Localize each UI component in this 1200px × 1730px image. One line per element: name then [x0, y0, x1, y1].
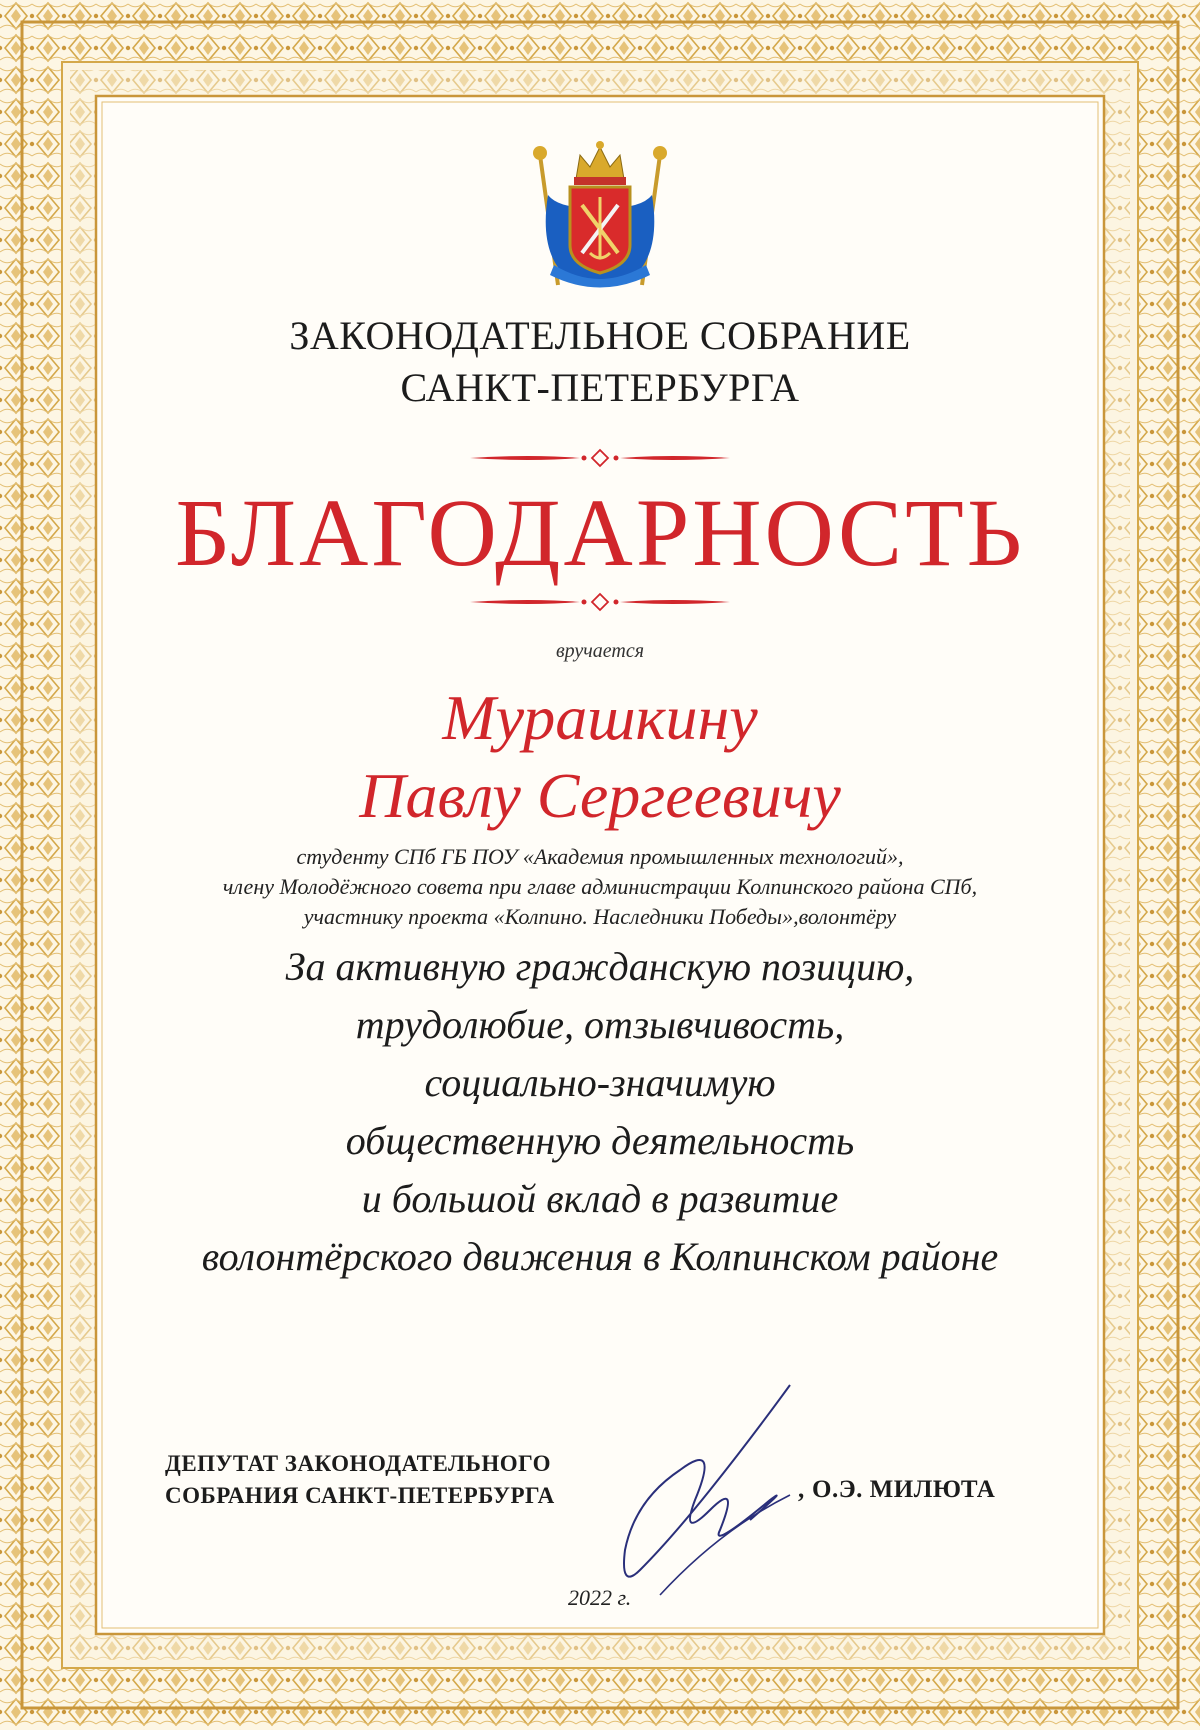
organization-name — [0, 310, 1200, 414]
signatory-name: О.Э. МИЛЮТА — [812, 1476, 996, 1503]
ornament-divider-icon — [470, 448, 730, 468]
ornament-divider-icon — [470, 592, 730, 612]
reason-line: общественную деятельность — [345, 1118, 855, 1163]
description-line: участнику проекта «Колпино. Наследники Победы»,волонтёру — [303, 904, 897, 929]
organization-line-2: САНКТ-ПЕТЕРБУРГА — [400, 365, 800, 410]
handwritten-signature — [600, 1380, 830, 1610]
signatory-title — [165, 1448, 555, 1512]
signatory-title-line-2: СОБРАНИЯ САНКТ-ПЕТЕРБУРГА — [165, 1483, 555, 1508]
coat-of-arms-icon — [520, 135, 680, 295]
description-line: члену Молодёжного совета при главе администрации Колпинского района СПб, — [222, 874, 978, 899]
reason-line: трудолюбие, отзывчивость, — [355, 1002, 845, 1047]
reason-line: и большой вклад в развитие — [361, 1176, 839, 1221]
reason-line: волонтёрского движения в Колпинском районе — [201, 1234, 999, 1279]
signatory-title-line-1: ДЕПУТАТ ЗАКОНОДАТЕЛЬНОГО — [165, 1451, 552, 1476]
reason-line: социально-значимую — [424, 1060, 776, 1105]
organization-line-1: ЗАКОНОДАТЕЛЬНОЕ СОБРАНИЕ — [289, 313, 911, 358]
issue-year: 2022 г. — [568, 1585, 632, 1610]
recipient-description — [0, 842, 1200, 932]
award-reason — [0, 938, 1200, 1286]
recipient-given-names: Павлу Сергеевичу — [359, 760, 841, 831]
recipient-surname: Мурашкину — [442, 682, 758, 753]
reason-line: За активную гражданскую позицию, — [285, 944, 915, 989]
description-line: студенту СПб ГБ ПОУ «Академия промышленных технологий», — [296, 844, 904, 869]
awarded-label: вручается — [555, 640, 645, 662]
page-title: БЛАГОДАРНОСТЬ — [175, 479, 1025, 586]
signatory-comma: , — [798, 1476, 805, 1503]
